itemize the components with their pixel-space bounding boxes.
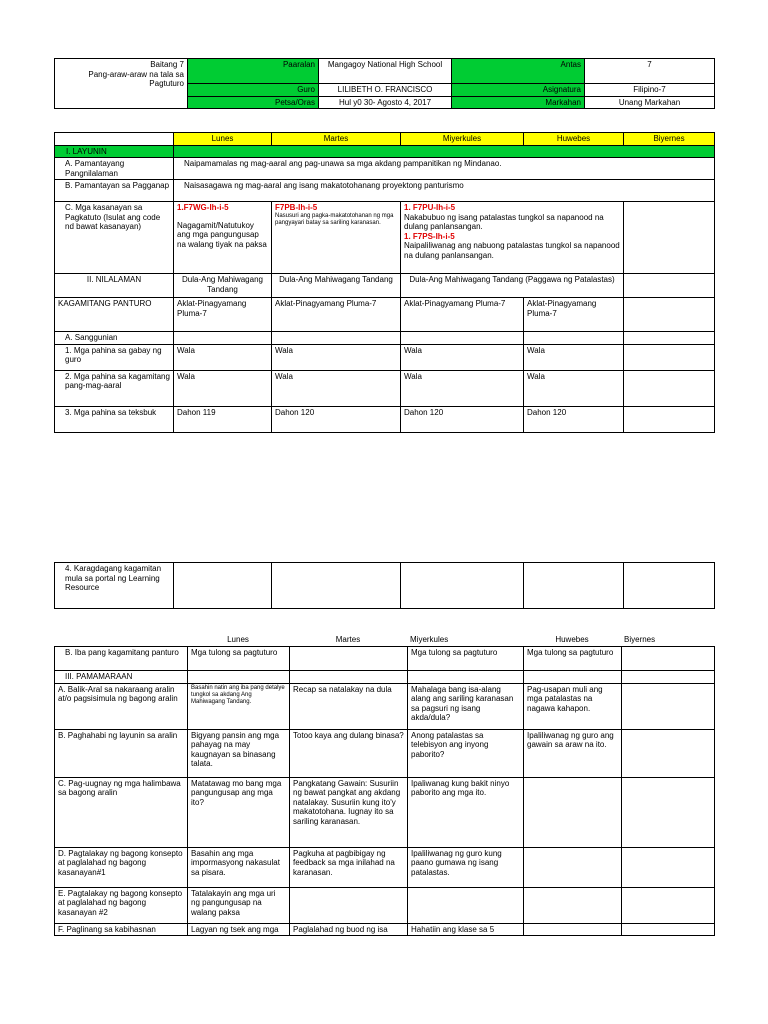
petsa-value: Hul y0 30- Agosto 4, 2017 xyxy=(319,96,452,109)
asignatura-label: Asignatura xyxy=(452,84,585,97)
paaralan-label: Paaralan xyxy=(188,59,319,84)
kagamitang-martes: Wala xyxy=(272,370,401,406)
day-labels-row xyxy=(54,634,714,646)
header-title: Baitang 7 Pang-araw-araw na tala sa Pagtuturo xyxy=(55,59,188,109)
plan-table-2 xyxy=(54,562,715,609)
pag-uugnay-martes: Pangkatang Gawain: Susuriin ng bawat pangkat ang akdang natalakay. Susuriin kung ito'y makatotohana. Iugnay ito sa sariling karanasan. xyxy=(290,777,408,847)
nilalaman-label: II. NILALAMAN xyxy=(55,274,174,298)
kasanayan-lunes: 1.F7WG-Ih-i-5 Nagagamit/Natutukoy ang mga pangungusap na walang tiyak na paksa xyxy=(174,202,272,274)
paglinang-lunes: Lagyan ng tsek ang mga xyxy=(188,923,290,936)
iba-pang-kagamitan-label: B. Iba pang kagamitang panturo xyxy=(55,647,188,671)
pag-uugnay-lunes: Matatawag mo bang mga pangungusap ang mga ito? xyxy=(188,777,290,847)
kagamitang-huwebes: Wala xyxy=(524,370,624,406)
pamantayang-pangnilalaman-text: Naipamamalas ng mag-aaral ang pag-unawa sa mga akdang pampanitikan ng Mindanao. xyxy=(174,158,715,180)
code-miyerkules-1: 1. F7PU-Ih-i-5 xyxy=(404,203,456,212)
kasanayan-miyerkules: 1. F7PU-Ih-i-5 Nakabubuo ng isang patalastas tungkol sa napanood na dulang panlansangan. 1. F7PS-Ih-i-5 Naipaliliwanag ang nabuong patalastas tungkol sa napanood na dulang panlansangan. xyxy=(401,202,624,274)
sanggunian-label: A. Sanggunian xyxy=(55,332,174,345)
pagtalakay-1-label: D. Pagtalakay ng bagong konsepto at paglalahad ng bagong kasanayan#1 xyxy=(55,847,188,887)
paghahabi-miyerkules: Anong patalastas sa telebisyon ang inyong paborito? xyxy=(408,729,524,777)
balik-aral-label: A. Balik-Aral sa nakaraang aralin at/o pagsisimula ng bagong aralin xyxy=(55,683,188,729)
teksbuk-label: 3. Mga pahina sa teksbuk xyxy=(55,406,174,432)
teksbuk-huwebes: Dahon 120 xyxy=(524,406,624,432)
kagamitan-lunes: Aklat-Pinagyamang Pluma-7 xyxy=(174,298,272,332)
header-table xyxy=(54,58,715,109)
iba-pang-lunes: Mga tulong sa pagtuturo xyxy=(188,647,290,671)
kagamitan-miyerkules: Aklat-Pinagyamang Pluma-7 xyxy=(401,298,524,332)
pag-uugnay-label: C. Pag-uugnay ng mga halimbawa sa bagong aralin xyxy=(55,777,188,847)
guro-label: Guro xyxy=(188,84,319,97)
day-label: Huwebes xyxy=(555,635,589,644)
day-label: Biyernes xyxy=(624,635,656,644)
petsa-label: Petsa/Oras xyxy=(188,96,319,109)
pamantayan-pagganap-label: B. Pamantayan sa Pagganap xyxy=(55,180,174,202)
paghahabi-lunes: Bigyang pansin ang mga pahayag na may kaugnayan sa binasang talata. xyxy=(188,729,290,777)
paghahabi-huwebes: Ipaliliwanag ng guro ang gawain sa araw na ito. xyxy=(524,729,622,777)
day-header: Huwebes xyxy=(524,133,624,146)
nilalaman-lunes: Dula-Ang Mahiwagang Tandang xyxy=(174,274,272,298)
paglinang-label: F. Paglinang sa kabihasnan xyxy=(55,923,188,936)
layunin-heading: I. LAYUNIN xyxy=(55,145,174,158)
kagamitang-pang-mag-aaral-label: 2. Mga pahina sa kagamitang pang-mag-aaral xyxy=(55,370,174,406)
markahan-value: Unang Markahan xyxy=(585,96,715,109)
kagamitan-martes: Aklat-Pinagyamang Pluma-7 xyxy=(272,298,401,332)
teksbuk-lunes: Dahon 119 xyxy=(174,406,272,432)
pamantayan-pagganap-text: Naisasagawa ng mag-aaral ang isang makatotohanang proyektong panturismo xyxy=(174,180,715,202)
pagtalakay-2-label: E. Pagtalakay ng bagong konsepto at paglalahad ng bagong kasanayan #2 xyxy=(55,887,188,923)
nilalaman-miyerkules: Dula-Ang Mahiwagang Tandang (Paggawa ng Patalastas) xyxy=(401,274,624,298)
day-header: Martes xyxy=(272,133,401,146)
day-header: Lunes xyxy=(174,133,272,146)
gabay-guro-huwebes: Wala xyxy=(524,344,624,370)
balik-aral-martes: Recap sa natalakay na dula xyxy=(290,683,408,729)
day-label: Lunes xyxy=(227,635,249,644)
balik-aral-miyerkules: Mahalaga bang isa-alang alang ang sariling karanasan sa pagsuri ng isang akda/dula? xyxy=(408,683,524,729)
kagamitang-miyerkules: Wala xyxy=(401,370,524,406)
paaralan-value: Mangagoy National High School xyxy=(319,59,452,84)
iba-pang-huwebes: Mga tulong sa pagtuturo xyxy=(524,647,622,671)
gabay-guro-lunes: Wala xyxy=(174,344,272,370)
kasanayan-martes: F7PB-Ih-i-5 Nasusuri ang pagka-makatotohanan ng mga pangyayari batay sa sariling karanasan. xyxy=(272,202,401,274)
balik-aral-lunes: Basahin natin ang iba pang detalye tungkol sa akdang Ang Mahiwagang Tandang. xyxy=(188,683,290,729)
pagtalakay-1-miyerkules: Ipaliliwanag ng guro kung paano gumawa ng isang patalastas. xyxy=(408,847,524,887)
day-header: Biyernes xyxy=(624,133,715,146)
pagtalakay-1-lunes: Basahin ang mga impormasyong nakasulat sa pisara. xyxy=(188,847,290,887)
teksbuk-miyerkules: Dahon 120 xyxy=(401,406,524,432)
pamamaraan-heading: III. PAMAMARAAN xyxy=(55,671,188,684)
markahan-label: Markahan xyxy=(452,96,585,109)
plan-table-1 xyxy=(54,132,715,433)
day-label: Miyerkules xyxy=(410,635,449,644)
code-lunes: 1.F7WG-Ih-i-5 xyxy=(177,203,229,212)
asignatura-value: Filipino-7 xyxy=(585,84,715,97)
gabay-guro-label: 1. Mga pahina sa gabay ng guro xyxy=(55,344,174,370)
antas-value: 7 xyxy=(585,59,715,84)
gabay-guro-martes: Wala xyxy=(272,344,401,370)
day-label: Martes xyxy=(335,635,361,644)
paghahabi-label: B. Paghahabi ng layunin sa aralin xyxy=(55,729,188,777)
pamantayang-pangnilalaman-label: A. Pamantayang Pangnilalaman xyxy=(55,158,174,180)
paghahabi-martes: Totoo kaya ang dulang binasa? xyxy=(290,729,408,777)
karagdagang-kagamitan-label: 4. Karagdagang kagamitan mula sa portal ng Learning Resource xyxy=(55,563,174,609)
guro-value: LILIBETH O. FRANCISCO xyxy=(319,84,452,97)
nilalaman-martes: Dula-Ang Mahiwagang Tandang xyxy=(272,274,401,298)
day-header: Miyerkules xyxy=(401,133,524,146)
code-miyerkules-2: 1. F7PS-Ih-i-5 xyxy=(404,231,455,241)
paglinang-martes: Paglalahad ng buod ng isa xyxy=(290,923,408,936)
kagamitang-lunes: Wala xyxy=(174,370,272,406)
antas-label: Antas xyxy=(452,59,585,84)
iba-pang-miyerkules: Mga tulong sa pagtuturo xyxy=(408,647,524,671)
nilalaman-biyernes xyxy=(624,274,715,298)
balik-aral-huwebes: Pag-usapan muli ang mga patalastas na nagawa kahapon. xyxy=(524,683,622,729)
teksbuk-martes: Dahon 120 xyxy=(272,406,401,432)
pag-uugnay-miyerkules: Ipaliwanag kung bakit ninyo paborito ang mga ito. xyxy=(408,777,524,847)
paglinang-miyerkules: Hahatiin ang klase sa 5 xyxy=(408,923,524,936)
pagtalakay-1-martes: Pagkuha at pagbibigay ng feedback sa mga inilahad na karanasan. xyxy=(290,847,408,887)
layunin-bar xyxy=(174,145,715,158)
kagamitan-huwebes: Aklat-Pinagyamang Pluma-7 xyxy=(524,298,624,332)
pagtalakay-2-lunes: Tatalakayin ang mga uri ng pangungusap na walang paksa xyxy=(188,887,290,923)
plan-table-3 xyxy=(54,646,715,936)
corner-cell xyxy=(55,133,174,146)
kagamitan-label: KAGAMITANG PANTURO xyxy=(55,298,174,332)
gabay-guro-miyerkules: Wala xyxy=(401,344,524,370)
code-martes: F7PB-Ih-i-5 xyxy=(275,203,318,212)
kasanayan-biyernes xyxy=(624,202,715,274)
kasanayan-label: C. Mga kasanayan sa Pagkatuto (Isulat ang code nd bawat kasanayan) xyxy=(55,202,174,274)
